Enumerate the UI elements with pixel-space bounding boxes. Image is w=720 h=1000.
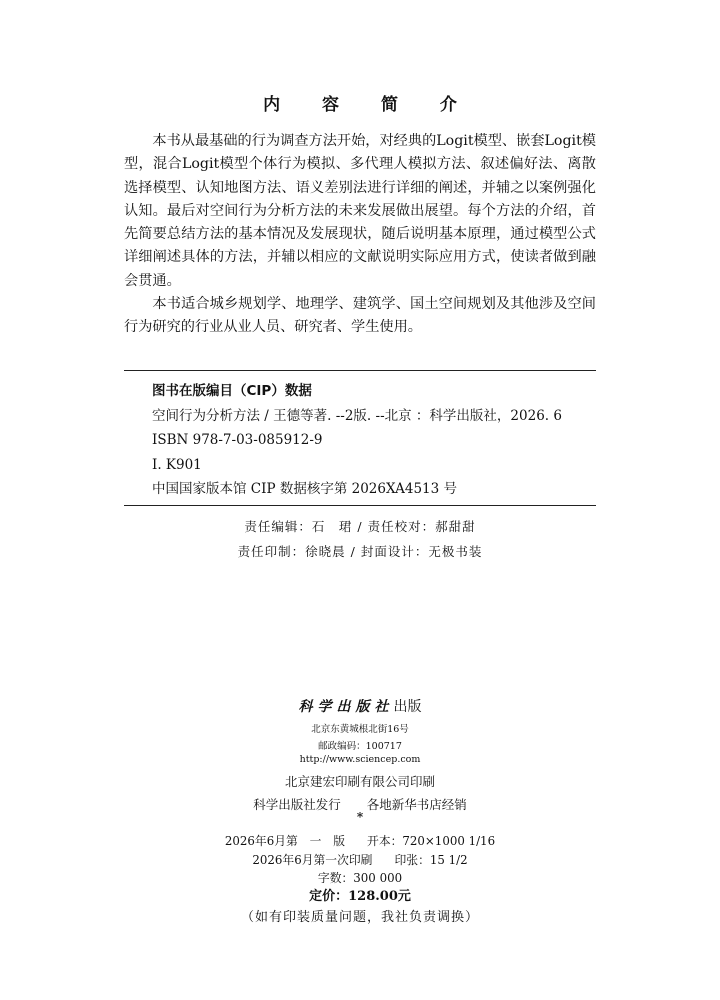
publisher-postcode: 邮政编码：100717 bbox=[318, 741, 402, 752]
quality-note: （如有印装质量问题，我社负责调换） bbox=[240, 910, 479, 925]
production-credits: 责任印制：徐晓晨 / 封面设计：无极书装 bbox=[237, 544, 483, 559]
publisher-name: 科学出版社 bbox=[298, 699, 394, 715]
cip-data-block bbox=[124, 370, 596, 506]
publisher-address: 北京东黄城根北街16号 bbox=[311, 724, 409, 735]
editor-credits: 责任编辑：石 珺 / 责任校对：郝甜甜 bbox=[244, 519, 476, 534]
word-count: 字数：300 000 bbox=[317, 871, 403, 885]
summary-paragraph: 本书从最基础的行为调查方法开始，对经典的Logit模型、嵌套Logit模型，混合Logit模型个体行为模拟、多代理人模拟方法、叙述偏好法、离散选择模型、认知地图方法、语义差别法进行详细的阐述，并辅之以案例强化认知。最后对空间行为分析方法的未来发展做出展望。每个方法的介绍，首先简要总结方法的基本情况及发展现状，随后说明基本原理，通过模型公式详细阐述具体的方法，并辅以相应的文献说明实际应用方式，使读者做到融会贯通。 bbox=[124, 133, 596, 289]
printing: 2026年6月第一次印刷 bbox=[252, 853, 373, 867]
cip-line: ISBN 978-7-03-085912-9 bbox=[152, 432, 323, 449]
publisher-url: http://www.sciencep.com bbox=[299, 754, 421, 765]
sheets: 印张：15 1/2 bbox=[394, 853, 468, 867]
edition-line bbox=[0, 832, 720, 849]
publisher-suffix: 出版 bbox=[393, 699, 422, 715]
printing-line bbox=[0, 851, 720, 868]
format: 开本：720×1000 1/16 bbox=[367, 834, 496, 848]
cip-line: 空间行为分析方法 / 王德等著. --2版. --北京 ：科学出版社，2026. 6 bbox=[152, 407, 562, 424]
content-summary bbox=[124, 130, 596, 340]
cip-line: 中国国家版本馆 CIP 数据核字第 2026XA4513 号 bbox=[152, 481, 458, 498]
seller: 各地新华书店经销 bbox=[366, 797, 467, 812]
separator-star: * bbox=[356, 810, 364, 824]
issuer: 科学出版社发行 bbox=[253, 797, 341, 812]
cip-heading: 图书在版编目（CIP）数据 bbox=[152, 383, 312, 399]
cip-line: Ⅰ. K901 bbox=[152, 456, 202, 473]
price: 定价：128.00元 bbox=[309, 889, 411, 904]
publisher-line bbox=[0, 696, 720, 716]
summary-paragraph: 本书适合城乡规划学、地理学、建筑学、国土空间规划及其他涉及空间行为研究的行业从业人员、研究者、学生使用。 bbox=[124, 296, 596, 336]
printer-line: 北京建宏印刷有限公司印刷 bbox=[284, 774, 435, 789]
edition: 2026年6月第 一 版 bbox=[224, 834, 346, 848]
section-title: 内 容 简 介 bbox=[263, 95, 475, 115]
